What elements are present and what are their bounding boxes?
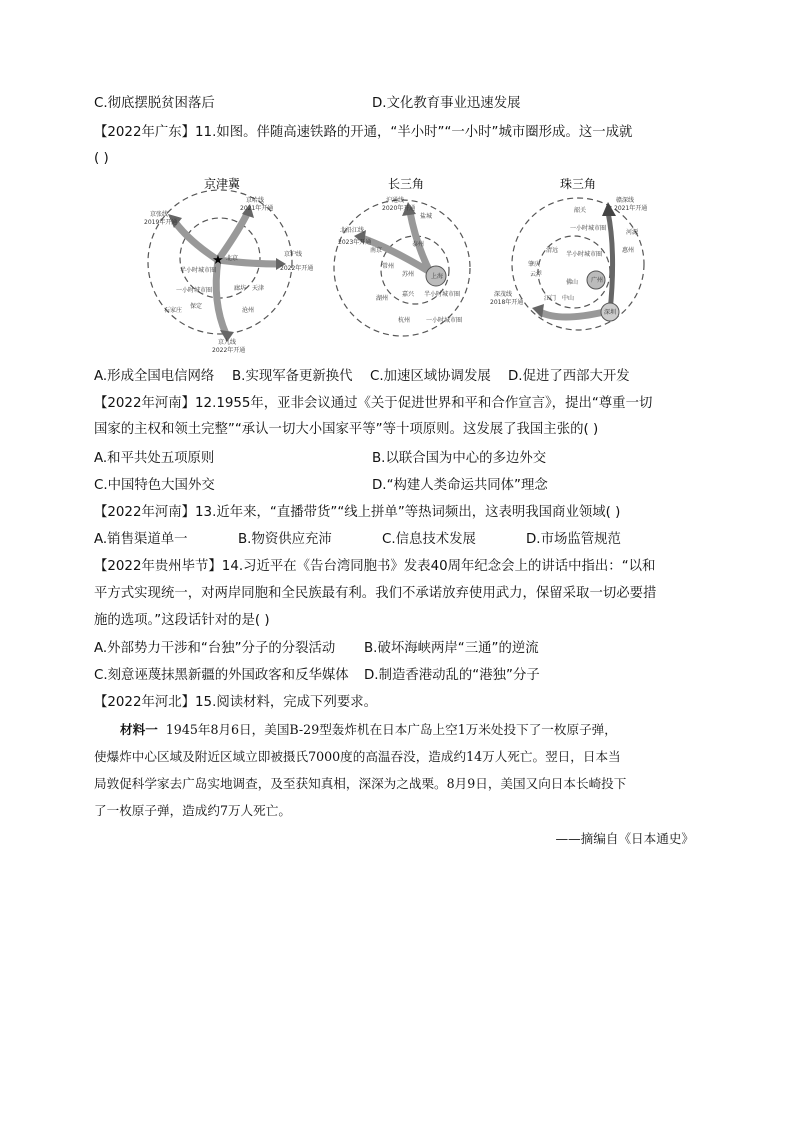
csj-one-hour-ring [334, 200, 470, 336]
q12-option-b: B.以联合国为中心的多边外交 [372, 451, 547, 466]
q13-option-d: D.市场监管规范 [526, 532, 621, 547]
zsj-label: 赣深线 [616, 197, 635, 204]
csj-label: 一小时城市圈 [426, 317, 463, 324]
zsj-label: 惠州 [622, 247, 635, 254]
q13-option-c: C.信息技术发展 [382, 532, 476, 547]
q11-figure [130, 172, 670, 360]
q11-option-d: D.促进了西部大开发 [508, 369, 630, 384]
q12-stem-line-1: 【2022年河南】12.1955年，亚非会议通过《关于促进世界和平和合作宣言》，提出“尊重一切 [94, 396, 653, 411]
q14-stem-line-1: 【2022年贵州毕节】14.习近平在《告台湾同胞书》发表40周年纪念会上的讲话中指出：“以和 [94, 559, 656, 574]
q11-options-row [94, 367, 630, 387]
csj-label: 嘉兴 [402, 291, 415, 298]
jjj-label: 一小时城市圈 [176, 287, 213, 294]
q13-option-a: A.销售渠道单一 [94, 532, 188, 547]
q15-stem: 【2022年河北】15.阅读材料，完成下列要求。 [94, 695, 378, 710]
q14-options-row-1 [94, 639, 539, 659]
q14-option-d: D.制造香港动乱的“港独”分子 [364, 668, 540, 683]
q15-material-line-1 [120, 720, 617, 740]
csj-label: 上海 [431, 273, 444, 280]
q13-option-b: B.物资供应充沛 [238, 532, 332, 547]
zsj-label: 半小时城市圈 [566, 251, 603, 258]
q15-material-label: 材料一 [120, 722, 158, 737]
jjj-label: 2022年开通 [212, 347, 246, 354]
zsj-label: 中山 [562, 295, 575, 302]
q13-options-row [94, 530, 621, 550]
csj-label: 2023年开通 [338, 239, 372, 246]
zsj-label: 深茂线 [494, 291, 513, 298]
zsj-title: 珠三角 [559, 177, 597, 191]
csj-label: 泰州 [412, 241, 425, 248]
csj-label: 半小时城市圈 [424, 291, 461, 298]
jjj-line-jingjiu [216, 260, 226, 334]
q12-options-row-2 [94, 476, 548, 496]
q12-options-row-1 [94, 449, 547, 469]
q12-option-d: D.“构建人类命运共同体”理念 [372, 478, 548, 493]
csj-label: 杭州 [398, 317, 411, 324]
jjj-label: 2022年开通 [280, 265, 314, 272]
zsj-label: 肇庆 [528, 261, 541, 268]
q14-option-c: C.刻意诬蔑抹黑新疆的外国政客和反华媒体 [94, 668, 349, 683]
zsj-label: 2018年开通 [490, 299, 524, 306]
zsj-label: 河源 [626, 229, 639, 236]
q14-stem-line-2: 平方式实现统一，对两岸同胞和全民族最有利。我们不承诺放弃使用武力，保留采取一切必要措 [94, 586, 657, 601]
q11-stem-line-2: ( ) [94, 151, 109, 166]
zsj-label: 清远 [546, 247, 559, 254]
q14-option-a: A.外部势力干涉和“台独”分子的分裂活动 [94, 641, 336, 656]
csj-label: 南京 [370, 247, 383, 254]
jjj-label: 京九线 [218, 339, 237, 346]
zsj-label: 广州 [591, 277, 604, 284]
q15-material-line-3: 局敦促科学家去广岛实地调查，及至获知真相，深深为之战栗。8月9日，美国又向日本长崎投下 [94, 776, 627, 791]
zsj-label: 江门 [544, 295, 557, 302]
jjj-label: 石家庄 [164, 307, 183, 314]
zsj-label: 韶关 [574, 207, 587, 214]
q15-material-text-1: 1945年8月6日，美国B-29型轰炸机在日本广岛上空1万米处投下了一枚原子弹， [165, 722, 617, 737]
figure-jjj [144, 176, 313, 354]
figure-csj [334, 177, 470, 336]
jjj-label: 2021年开通 [240, 205, 274, 212]
csj-title: 长三角 [387, 177, 425, 191]
q11-option-b: B.实现军备更新换代 [232, 369, 353, 384]
q10-option-row [94, 94, 521, 114]
zsj-label: 2021年开通 [614, 205, 648, 212]
jjj-label: 北京 [226, 255, 239, 262]
q14-options-row-2 [94, 666, 540, 686]
star-icon: ★ [212, 253, 224, 268]
jjj-label: 沧州 [242, 307, 255, 314]
jjj-label: 2019年开通 [144, 219, 178, 226]
jjj-label: 天津 [252, 285, 265, 292]
q12-option-c: C.中国特色大国外交 [94, 478, 215, 493]
csj-label: 盐城 [420, 213, 433, 220]
csj-label: 2020年开通 [382, 205, 416, 212]
csj-label: 苏州 [402, 271, 415, 278]
jjj-label: 半小时城市圈 [180, 267, 217, 274]
jjj-label: 京哈线 [246, 197, 265, 204]
q15-material-line-2: 使爆炸中心区域及附近区域立即被摄氏7000度的高温吞没，造成约14万人死亡。翌日，日本当 [94, 749, 621, 764]
csj-label: 湖州 [376, 295, 389, 302]
q13-stem-line-1: 【2022年河南】13.近年来，“直播带货”“线上拼单”等热词频出，这表明我国商业领域( ) [94, 505, 621, 520]
q10-option-d: D.文化教育事业迅速发展 [372, 96, 521, 111]
jjj-title: 京津冀 [203, 177, 241, 191]
q14-option-b: B.破坏海峡两岸“三通”的逆流 [364, 641, 539, 656]
zsj-label: 佛山 [566, 279, 579, 286]
q15-material-line-4: 了一枚原子弹，造成约7万人死亡。 [94, 803, 291, 818]
jjj-label: 京张线 [150, 211, 169, 218]
jjj-label: 廊坊 [234, 285, 247, 292]
jjj-label: 保定 [190, 303, 203, 310]
q11-option-a: A.形成全国电信网络 [94, 369, 215, 384]
csj-label: 北沿江线 [340, 227, 365, 234]
q12-option-a: A.和平共处五项原则 [94, 451, 215, 466]
csj-label: 常州 [382, 263, 395, 270]
q11-option-c: C.加速区域协调发展 [370, 369, 491, 384]
zsj-line-shenmao [540, 312, 604, 317]
q11-stem-line-1: 【2022年广东】11.如图。伴随高速铁路的开通，“半小时”“一小时”城市圈形成。这一成就 [94, 125, 633, 140]
zsj-label: 一小时城市圈 [570, 225, 607, 232]
q10-option-c: C.彻底摆脱贫困落后 [94, 96, 215, 111]
q15-source: ——摘编自《日本通史》 [555, 831, 694, 846]
zsj-arrow-w [532, 304, 544, 318]
zsj-label: 云浮 [530, 271, 543, 278]
jjj-label: 京沪线 [284, 251, 303, 258]
q14-stem-line-3: 施的选项。”这段话针对的是( ) [94, 613, 270, 628]
zsj-label: 深圳 [604, 309, 617, 316]
figure-zsj [490, 176, 647, 330]
q12-stem-line-2: 国家的主权和领土完整”“承认一切大小国家平等”等十项原则。这发展了我国主张的( ) [94, 422, 599, 437]
csj-label: 沪通线 [386, 197, 405, 204]
